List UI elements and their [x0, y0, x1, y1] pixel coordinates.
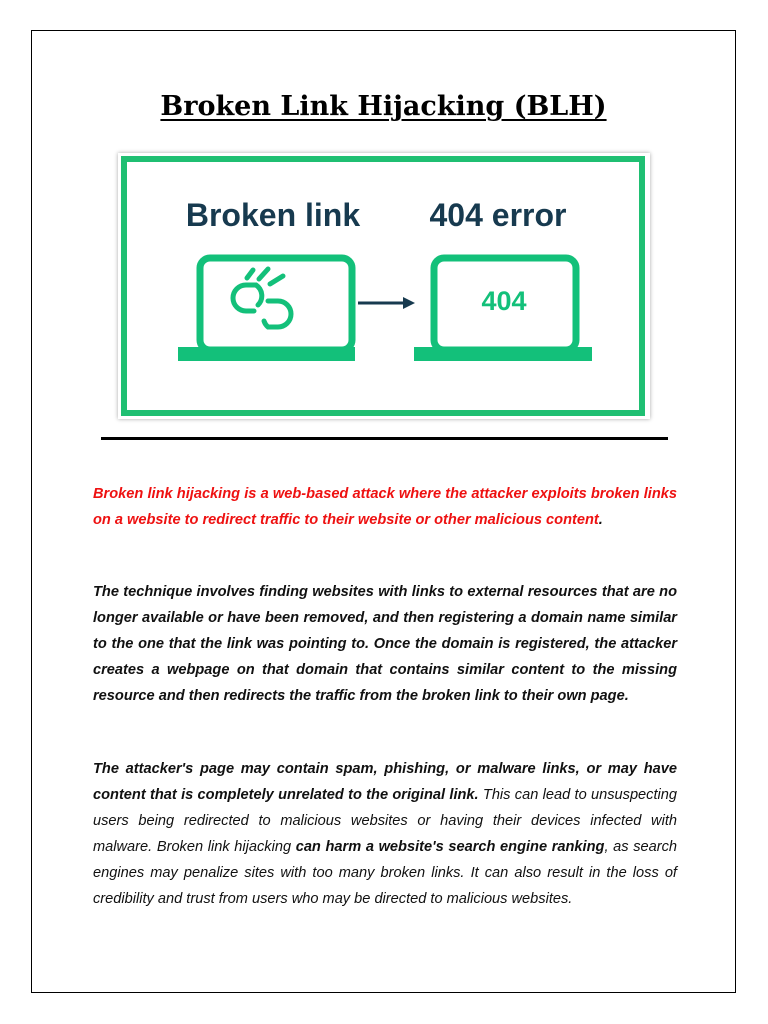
intro-text: Broken link hijacking is a web-based attack where the attacker exploits broken links on a website to redirect traffic to their website or other malicious content: [93, 486, 677, 528]
impact-text-2: , as search engines may penalize sites with too many broken links. It can also result in the loss of credibility and trust from users who may be directed to malicious websites.: [93, 839, 677, 907]
document-page: [31, 30, 736, 993]
broken-link-label: Broken link: [185, 197, 361, 233]
intro-paragraph: [93, 481, 677, 533]
horizontal-divider: [101, 437, 668, 440]
error-404-label: 404 error: [429, 197, 567, 233]
document-title: Broken Link Hijacking (BLH): [160, 91, 607, 122]
broken-link-illustration: [118, 153, 650, 419]
impact-bold-2: can harm a website's search engine ranking: [295, 839, 605, 855]
screen-404-text: 404: [481, 286, 527, 316]
impact-text-1: This can lead to unsuspecting users being redirected to malicious websites or having their devices infected with malware. Broken link hijacking: [93, 787, 678, 855]
impact-bold-1: The attacker's page may contain spam, phishing, or malware links, or may have content that is completely unrelated to the original link.: [93, 761, 677, 803]
intro-period: .: [598, 512, 603, 528]
impact-paragraph: [93, 756, 677, 912]
technique-paragraph: The technique involves finding websites with links to external resources that are no longer available or have been removed, and then registering a domain name similar to the one that the link was pointing to. Once the domain is registered, the attacker creates a webpage on that domain that contains similar content to the missing resource and then redirects the traffic from the broken link to their own page.: [93, 584, 677, 704]
